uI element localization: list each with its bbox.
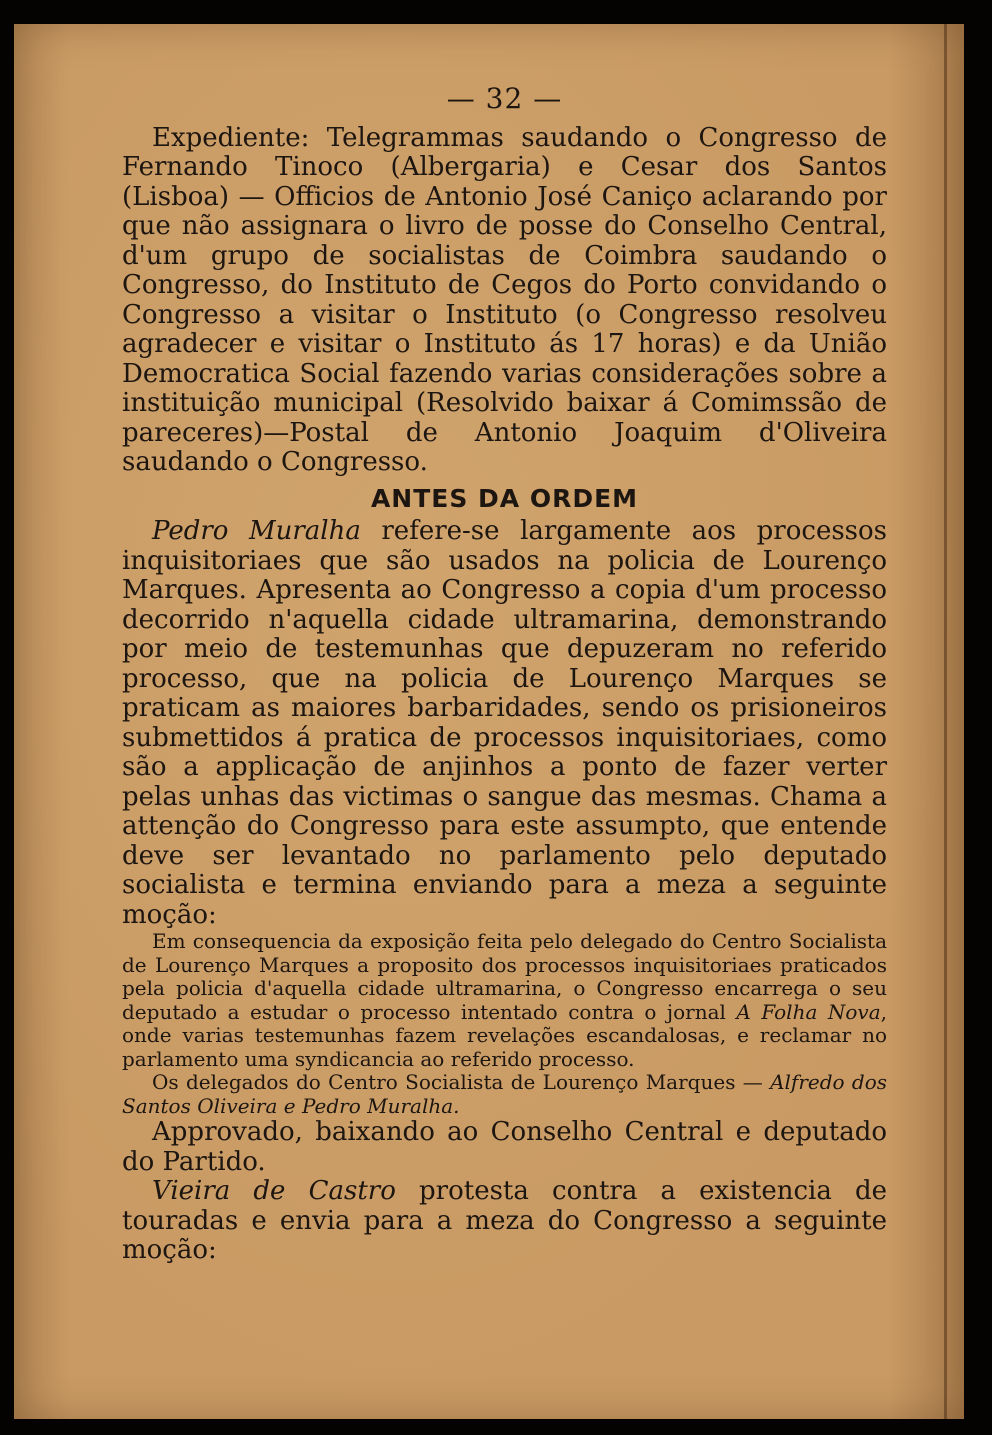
page-text-block [122,84,887,1266]
castro-paragraph [122,1177,887,1266]
muralha-paragraph [122,517,887,930]
mocao-paragraph [122,930,887,1071]
speaker-name-muralha: Pedro Muralha [152,516,361,546]
mocao-text-before: Em consequencia da exposição feita pelo delegado do Centro Socialista de Lourenço Marques a proposito dos processos inquisitoriaes praticados pela policia d'aquella cidade ultramarina, o Congresso encarrega o seu deputado a estudar o processo intentado contra o jornal [122,929,887,1024]
signatories: Alfredo dos Santos Oliveira e Pedro Muralha. [122,1070,887,1118]
signature-intro: Os delegados do Centro Socialista de Lourenço Marques — [152,1070,763,1094]
mocao-signature [122,1071,887,1118]
page-number: — 32 — [446,82,563,115]
book-page [14,24,964,1419]
muralha-text: refere-se largamente aos processos inquisitoriaes que são usados na policia de Lourenço Marques. Apresenta ao Congresso a copia d'um processo decorrido n'aquella cidade ultramarina, demonstrando por meio de testemunhas que depuzeram no referido processo, que na policia de Lourenço Marques se praticam as maiores barbaridades, sendo os prisioneiros submettidos á pratica de processos inquisitoriaes, como são a applicação de anjinhos a ponto de fazer verter pelas unhas das victimas o sangue das mesmas. Chama a attenção do Congresso para este assumpto, que entende deve ser levantado no parlamento pelo deputado socialista e termina enviando para a meza a seguinte moção: [122,516,888,930]
speaker-name-castro: Vieira de Castro [152,1176,396,1206]
section-heading: ANTES DA ORDEM [370,483,639,513]
page-fold-shadow [944,24,947,1419]
castro-text: protesta contra a existencia de touradas e envia para a meza do Congresso a seguinte moção: [122,1176,888,1265]
result-paragraph: Approvado, baixando ao Conselho Central e deputado do Partido. [122,1117,887,1177]
expediente-paragraph: Expediente: Telegrammas saudando o Congresso de Fernando Tinoco (Albergaria) e Cesar dos Santos (Lisboa) — Officios de Antonio José Caniço aclarando por que não assignara o livro de posse do Conselho Central, d'um grupo de socialistas de Coimbra saudando o Congresso, do Instituto de Cegos do Porto convidando o Congresso a visitar o Instituto (o Congresso resolveu agradecer e visitar o Instituto ás 17 horas) e da União Democratica Social fazendo varias considerações sobre a instituição municipal (Resolvido baixar á Comimssão de pareceres)—Postal de Antonio Joaquim d'Oliveira saudando o Congresso. [122,122,887,477]
mocao-text-after: , onde varias testemunhas fazem revelações escandalosas, e reclamar no parlamento uma syndicancia ao referido processo. [122,999,887,1071]
newspaper-title: A Folha Nova [736,999,881,1024]
